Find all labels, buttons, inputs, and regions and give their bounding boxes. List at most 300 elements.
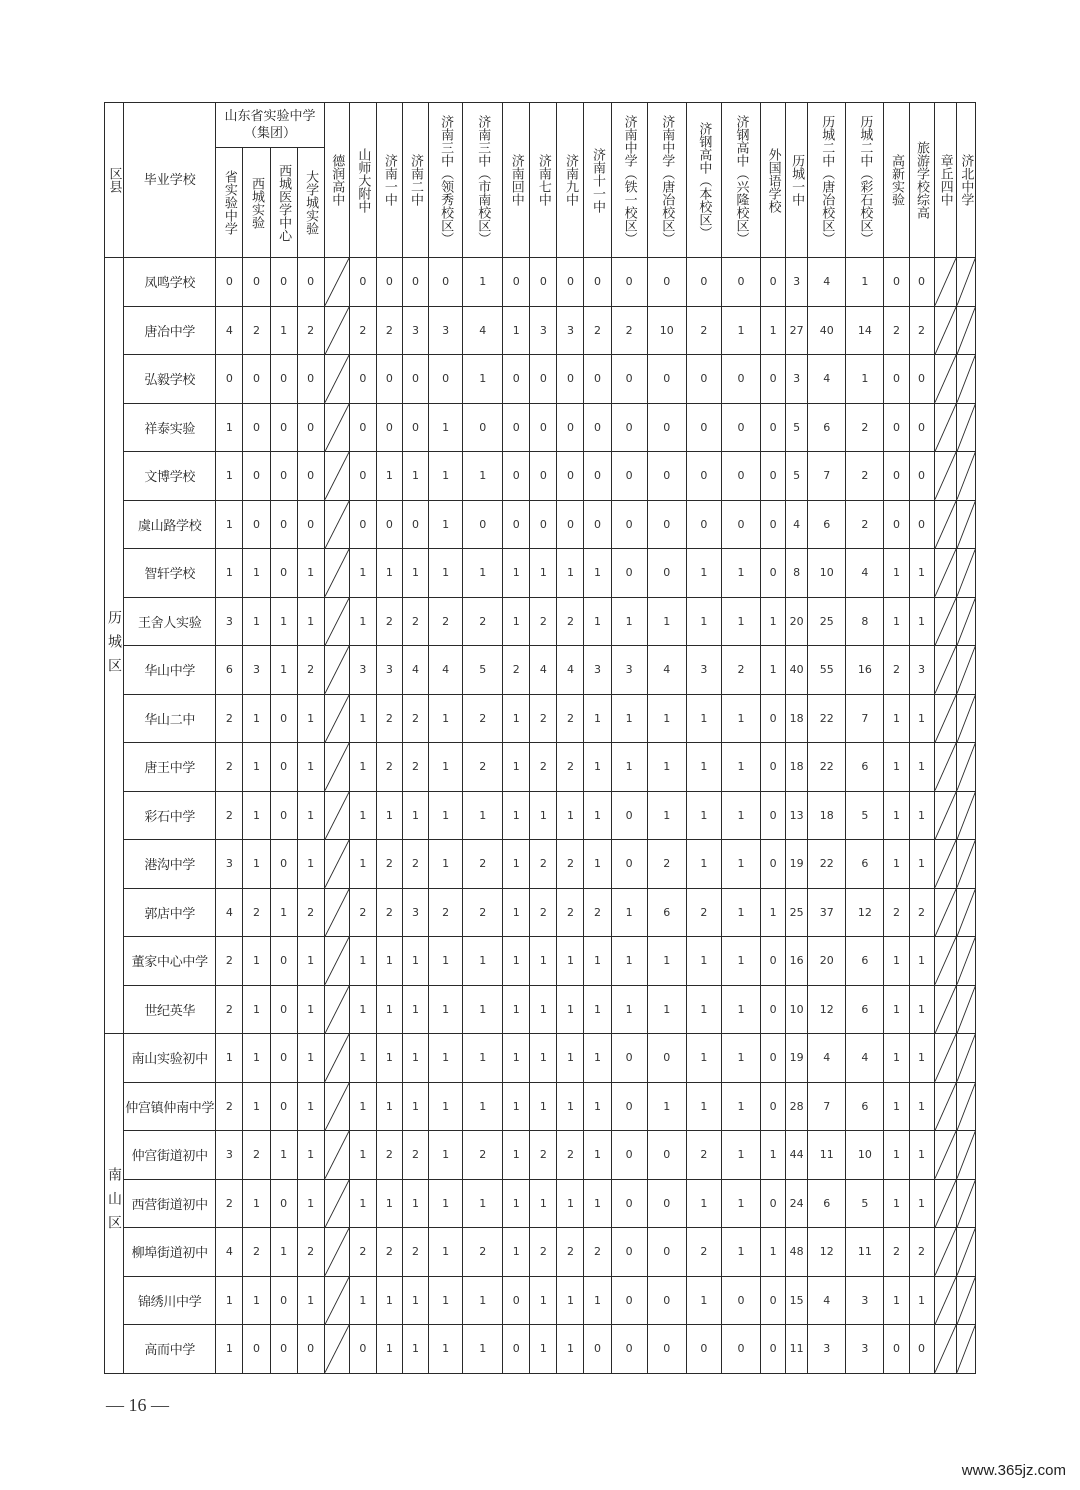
- value-cell: 1: [530, 1276, 557, 1325]
- value-cell: 1: [686, 597, 721, 646]
- value-cell: 0: [686, 258, 721, 307]
- value-cell: 2: [376, 597, 402, 646]
- value-cell: 0: [270, 840, 297, 889]
- slash-mark: [957, 1228, 975, 1276]
- col-header: 济南二中: [402, 103, 428, 258]
- value-cell: 1: [349, 1276, 376, 1325]
- value-cell: 1: [686, 694, 721, 743]
- col-header: 历城一中: [786, 103, 808, 258]
- value-cell: 4: [647, 646, 686, 695]
- empty-slash-cell: [324, 403, 349, 452]
- value-cell: 1: [402, 937, 428, 986]
- value-cell: 1: [349, 791, 376, 840]
- value-cell: 0: [557, 500, 584, 549]
- value-cell: 2: [909, 306, 934, 355]
- value-cell: 0: [647, 549, 686, 598]
- slash-mark: [325, 986, 349, 1034]
- slash-mark: [935, 1228, 956, 1276]
- value-cell: 0: [584, 500, 611, 549]
- value-cell: 0: [270, 743, 297, 792]
- value-cell: 0: [530, 258, 557, 307]
- value-cell: 11: [846, 1228, 884, 1277]
- value-cell: 2: [216, 1179, 243, 1228]
- value-cell: 0: [270, 1325, 297, 1374]
- value-cell: 1: [884, 985, 909, 1034]
- value-cell: 0: [761, 549, 786, 598]
- table-row: [105, 1179, 976, 1228]
- value-cell: 2: [686, 1228, 721, 1277]
- col-header: 旅游学校综高: [909, 103, 934, 258]
- school-name-cell: 南山实验初中: [124, 1034, 216, 1083]
- value-cell: 3: [786, 355, 808, 404]
- value-cell: 18: [786, 694, 808, 743]
- value-cell: 0: [402, 258, 428, 307]
- value-cell: 0: [530, 403, 557, 452]
- value-cell: 2: [216, 1082, 243, 1131]
- value-cell: 1: [557, 1034, 584, 1083]
- value-cell: 3: [808, 1325, 846, 1374]
- empty-slash-cell: [934, 1228, 956, 1277]
- slash-mark: [325, 1325, 349, 1373]
- value-cell: 1: [884, 1179, 909, 1228]
- group-col-header: 大学城实验: [297, 148, 324, 258]
- value-cell: 1: [557, 1179, 584, 1228]
- col-header: 历城二中（唐冶校区）: [808, 103, 846, 258]
- value-cell: 10: [647, 306, 686, 355]
- value-cell: 6: [846, 937, 884, 986]
- value-cell: 1: [846, 355, 884, 404]
- school-name-cell: 华山中学: [124, 646, 216, 695]
- value-cell: 0: [884, 1325, 909, 1374]
- value-cell: 3: [611, 646, 647, 695]
- value-cell: 1: [463, 1082, 503, 1131]
- value-cell: 6: [808, 403, 846, 452]
- value-cell: 0: [270, 694, 297, 743]
- slash-mark: [325, 452, 349, 500]
- school-name-cell: 弘毅学校: [124, 355, 216, 404]
- value-cell: 1: [402, 791, 428, 840]
- value-cell: 1: [503, 985, 530, 1034]
- value-cell: 1: [647, 743, 686, 792]
- value-cell: 2: [611, 306, 647, 355]
- value-cell: 0: [297, 258, 324, 307]
- value-cell: 0: [721, 1325, 760, 1374]
- value-cell: 12: [808, 1228, 846, 1277]
- value-cell: 3: [376, 646, 402, 695]
- value-cell: 3: [402, 306, 428, 355]
- value-cell: 0: [584, 355, 611, 404]
- value-cell: 1: [243, 840, 270, 889]
- col-header: 山师大附中: [349, 103, 376, 258]
- value-cell: 2: [376, 1228, 402, 1277]
- slash-mark: [935, 743, 956, 791]
- value-cell: 4: [530, 646, 557, 695]
- value-cell: 1: [402, 985, 428, 1034]
- value-cell: 1: [429, 985, 463, 1034]
- col-header: 高新实验: [884, 103, 909, 258]
- value-cell: 7: [808, 1082, 846, 1131]
- value-cell: 1: [349, 694, 376, 743]
- slash-mark: [325, 889, 349, 937]
- value-cell: 1: [557, 937, 584, 986]
- value-cell: 1: [402, 452, 428, 501]
- table-row: [105, 1276, 976, 1325]
- value-cell: 6: [846, 840, 884, 889]
- slash-mark: [935, 1083, 956, 1131]
- col-header: 济钢高中（本校区）: [686, 103, 721, 258]
- value-cell: 1: [584, 840, 611, 889]
- slash-mark: [325, 307, 349, 355]
- value-cell: 2: [402, 597, 428, 646]
- value-cell: 12: [808, 985, 846, 1034]
- value-cell: 16: [786, 937, 808, 986]
- table-row: [105, 1082, 976, 1131]
- value-cell: 0: [611, 1228, 647, 1277]
- slash-mark: [935, 258, 956, 306]
- value-cell: 1: [686, 549, 721, 598]
- value-cell: 1: [584, 1034, 611, 1083]
- value-cell: 1: [402, 549, 428, 598]
- slash-mark: [935, 1277, 956, 1325]
- slash-mark: [935, 1325, 956, 1373]
- empty-slash-cell: [324, 306, 349, 355]
- value-cell: 1: [243, 791, 270, 840]
- value-cell: 0: [761, 743, 786, 792]
- value-cell: 1: [216, 452, 243, 501]
- value-cell: 0: [376, 258, 402, 307]
- slash-mark: [325, 404, 349, 452]
- table-row: [105, 452, 976, 501]
- value-cell: 1: [611, 597, 647, 646]
- value-cell: 1: [647, 597, 686, 646]
- value-cell: 2: [402, 1228, 428, 1277]
- value-cell: 4: [463, 306, 503, 355]
- value-cell: 1: [429, 937, 463, 986]
- value-cell: 0: [463, 403, 503, 452]
- value-cell: 1: [761, 1131, 786, 1180]
- value-cell: 1: [297, 840, 324, 889]
- empty-slash-cell: [956, 985, 975, 1034]
- value-cell: 1: [349, 597, 376, 646]
- slash-mark: [957, 355, 975, 403]
- value-cell: 1: [584, 937, 611, 986]
- value-cell: 1: [557, 1082, 584, 1131]
- value-cell: 2: [349, 888, 376, 937]
- slash-mark: [935, 501, 956, 549]
- value-cell: 0: [761, 355, 786, 404]
- value-cell: 1: [376, 1276, 402, 1325]
- value-cell: 0: [349, 355, 376, 404]
- value-cell: 1: [376, 791, 402, 840]
- value-cell: 1: [884, 1276, 909, 1325]
- school-name-cell: 高而中学: [124, 1325, 216, 1374]
- empty-slash-cell: [956, 306, 975, 355]
- col-header: 济南中学（唐冶校区）: [647, 103, 686, 258]
- value-cell: 3: [530, 306, 557, 355]
- value-cell: 14: [846, 306, 884, 355]
- value-cell: 2: [402, 1131, 428, 1180]
- empty-slash-cell: [324, 258, 349, 307]
- value-cell: 6: [846, 1082, 884, 1131]
- slash-mark: [957, 598, 975, 646]
- value-cell: 3: [349, 646, 376, 695]
- value-cell: 2: [376, 1131, 402, 1180]
- value-cell: 1: [611, 888, 647, 937]
- value-cell: 0: [761, 840, 786, 889]
- table-row: [105, 1325, 976, 1374]
- col-header: 历城二中（彩石校区）: [846, 103, 884, 258]
- empty-slash-cell: [934, 1276, 956, 1325]
- col-header: 济南回中: [503, 103, 530, 258]
- empty-slash-cell: [956, 791, 975, 840]
- value-cell: 1: [297, 694, 324, 743]
- value-cell: 0: [463, 500, 503, 549]
- value-cell: 1: [557, 1276, 584, 1325]
- empty-slash-cell: [934, 937, 956, 986]
- value-cell: 0: [297, 500, 324, 549]
- slash-mark: [957, 1083, 975, 1131]
- value-cell: 2: [557, 888, 584, 937]
- empty-slash-cell: [324, 500, 349, 549]
- value-cell: 0: [429, 355, 463, 404]
- slash-mark: [325, 792, 349, 840]
- value-cell: 1: [503, 743, 530, 792]
- value-cell: 6: [846, 743, 884, 792]
- value-cell: 1: [530, 549, 557, 598]
- value-cell: 1: [584, 694, 611, 743]
- empty-slash-cell: [324, 597, 349, 646]
- value-cell: 0: [557, 258, 584, 307]
- value-cell: 1: [909, 985, 934, 1034]
- value-cell: 2: [909, 888, 934, 937]
- value-cell: 1: [402, 1179, 428, 1228]
- value-cell: 3: [557, 306, 584, 355]
- value-cell: 4: [808, 1034, 846, 1083]
- value-cell: 2: [584, 306, 611, 355]
- value-cell: 2: [463, 597, 503, 646]
- value-cell: 1: [503, 597, 530, 646]
- value-cell: 0: [530, 500, 557, 549]
- value-cell: 2: [884, 1228, 909, 1277]
- value-cell: 0: [243, 403, 270, 452]
- value-cell: 2: [721, 646, 760, 695]
- table-row: [105, 985, 976, 1034]
- value-cell: 0: [584, 452, 611, 501]
- value-cell: 1: [349, 1131, 376, 1180]
- col-header: 济南中学（铁一校区）: [611, 103, 647, 258]
- value-cell: 0: [216, 355, 243, 404]
- value-cell: 1: [349, 1034, 376, 1083]
- value-cell: 1: [463, 1034, 503, 1083]
- value-cell: 2: [557, 597, 584, 646]
- value-cell: 1: [402, 1276, 428, 1325]
- slash-mark: [325, 937, 349, 985]
- value-cell: 1: [557, 549, 584, 598]
- value-cell: 8: [846, 597, 884, 646]
- empty-slash-cell: [956, 1325, 975, 1374]
- empty-slash-cell: [934, 791, 956, 840]
- value-cell: 0: [429, 258, 463, 307]
- value-cell: 1: [530, 791, 557, 840]
- value-cell: 1: [429, 1082, 463, 1131]
- value-cell: 0: [270, 937, 297, 986]
- value-cell: 0: [721, 258, 760, 307]
- value-cell: 40: [808, 306, 846, 355]
- value-cell: 2: [846, 403, 884, 452]
- value-cell: 1: [429, 452, 463, 501]
- empty-slash-cell: [956, 403, 975, 452]
- value-cell: 0: [297, 355, 324, 404]
- value-cell: 0: [611, 791, 647, 840]
- value-cell: 2: [297, 306, 324, 355]
- value-cell: 1: [429, 1131, 463, 1180]
- value-cell: 4: [846, 1034, 884, 1083]
- value-cell: 3: [216, 840, 243, 889]
- school-name-cell: 仲宫镇仲南中学: [124, 1082, 216, 1131]
- value-cell: 0: [721, 355, 760, 404]
- school-name-cell: 文博学校: [124, 452, 216, 501]
- value-cell: 2: [297, 646, 324, 695]
- value-cell: 1: [503, 888, 530, 937]
- empty-slash-cell: [324, 1325, 349, 1374]
- slash-mark: [325, 840, 349, 888]
- empty-slash-cell: [324, 694, 349, 743]
- value-cell: 0: [349, 403, 376, 452]
- value-cell: 0: [761, 1179, 786, 1228]
- value-cell: 1: [463, 452, 503, 501]
- value-cell: 10: [808, 549, 846, 598]
- value-cell: 1: [557, 1325, 584, 1374]
- empty-slash-cell: [324, 1228, 349, 1277]
- table-row: [105, 1228, 976, 1277]
- value-cell: 1: [297, 937, 324, 986]
- value-cell: 1: [761, 888, 786, 937]
- value-cell: 1: [216, 403, 243, 452]
- slash-mark: [325, 1131, 349, 1179]
- value-cell: 3: [909, 646, 934, 695]
- value-cell: 2: [884, 306, 909, 355]
- slash-mark: [325, 646, 349, 694]
- value-cell: 2: [243, 1228, 270, 1277]
- group-col-header: 西城实验: [243, 148, 270, 258]
- value-cell: 4: [216, 1228, 243, 1277]
- value-cell: 2: [376, 840, 402, 889]
- value-cell: 1: [884, 743, 909, 792]
- value-cell: 0: [647, 1276, 686, 1325]
- slash-mark: [935, 1034, 956, 1082]
- value-cell: 1: [686, 985, 721, 1034]
- value-cell: 4: [786, 500, 808, 549]
- value-cell: 1: [721, 1131, 760, 1180]
- value-cell: 1: [884, 1131, 909, 1180]
- slash-mark: [325, 695, 349, 743]
- value-cell: 0: [686, 1325, 721, 1374]
- slash-mark: [957, 452, 975, 500]
- district-column-header: 区县: [105, 103, 124, 258]
- value-cell: 0: [721, 1276, 760, 1325]
- value-cell: 1: [216, 1276, 243, 1325]
- value-cell: 27: [786, 306, 808, 355]
- value-cell: 2: [376, 306, 402, 355]
- value-cell: 1: [761, 1228, 786, 1277]
- empty-slash-cell: [956, 1082, 975, 1131]
- value-cell: 2: [557, 1131, 584, 1180]
- value-cell: 18: [808, 791, 846, 840]
- value-cell: 10: [786, 985, 808, 1034]
- value-cell: 1: [909, 597, 934, 646]
- value-cell: 2: [503, 646, 530, 695]
- value-cell: 1: [297, 1082, 324, 1131]
- value-cell: 3: [786, 258, 808, 307]
- value-cell: 2: [647, 840, 686, 889]
- empty-slash-cell: [956, 258, 975, 307]
- value-cell: 0: [761, 500, 786, 549]
- value-cell: 6: [216, 646, 243, 695]
- empty-slash-cell: [956, 549, 975, 598]
- value-cell: 11: [808, 1131, 846, 1180]
- value-cell: 2: [376, 888, 402, 937]
- value-cell: 1: [909, 549, 934, 598]
- value-cell: 0: [402, 355, 428, 404]
- empty-slash-cell: [956, 694, 975, 743]
- value-cell: 0: [584, 1325, 611, 1374]
- empty-slash-cell: [324, 1082, 349, 1131]
- value-cell: 1: [429, 791, 463, 840]
- value-cell: 2: [530, 597, 557, 646]
- value-cell: 1: [463, 549, 503, 598]
- slash-mark: [957, 792, 975, 840]
- value-cell: 1: [270, 888, 297, 937]
- value-cell: 1: [349, 937, 376, 986]
- value-cell: 0: [270, 355, 297, 404]
- value-cell: 0: [557, 403, 584, 452]
- slash-mark: [325, 355, 349, 403]
- value-cell: 0: [243, 500, 270, 549]
- slash-mark: [935, 598, 956, 646]
- value-cell: 4: [429, 646, 463, 695]
- slash-mark: [957, 937, 975, 985]
- value-cell: 0: [647, 500, 686, 549]
- table-row: [105, 1034, 976, 1083]
- value-cell: 0: [503, 500, 530, 549]
- value-cell: 0: [686, 403, 721, 452]
- school-name-cell: 祥泰实验: [124, 403, 216, 452]
- value-cell: 1: [884, 840, 909, 889]
- value-cell: 1: [429, 694, 463, 743]
- value-cell: 3: [846, 1276, 884, 1325]
- value-cell: 1: [463, 1276, 503, 1325]
- value-cell: 2: [463, 840, 503, 889]
- empty-slash-cell: [324, 355, 349, 404]
- slash-mark: [325, 501, 349, 549]
- value-cell: 0: [909, 452, 934, 501]
- slash-mark: [957, 1277, 975, 1325]
- value-cell: 0: [270, 1179, 297, 1228]
- value-cell: 0: [270, 1034, 297, 1083]
- slash-mark: [325, 549, 349, 597]
- empty-slash-cell: [956, 743, 975, 792]
- value-cell: 1: [884, 791, 909, 840]
- empty-slash-cell: [956, 452, 975, 501]
- table-row: [105, 500, 976, 549]
- value-cell: 0: [297, 1325, 324, 1374]
- empty-slash-cell: [934, 1082, 956, 1131]
- value-cell: 1: [909, 1082, 934, 1131]
- value-cell: 1: [297, 791, 324, 840]
- value-cell: 1: [463, 1325, 503, 1374]
- page-number: — 16 —: [106, 1395, 169, 1415]
- school-name-cell: 仲宫街道初中: [124, 1131, 216, 1180]
